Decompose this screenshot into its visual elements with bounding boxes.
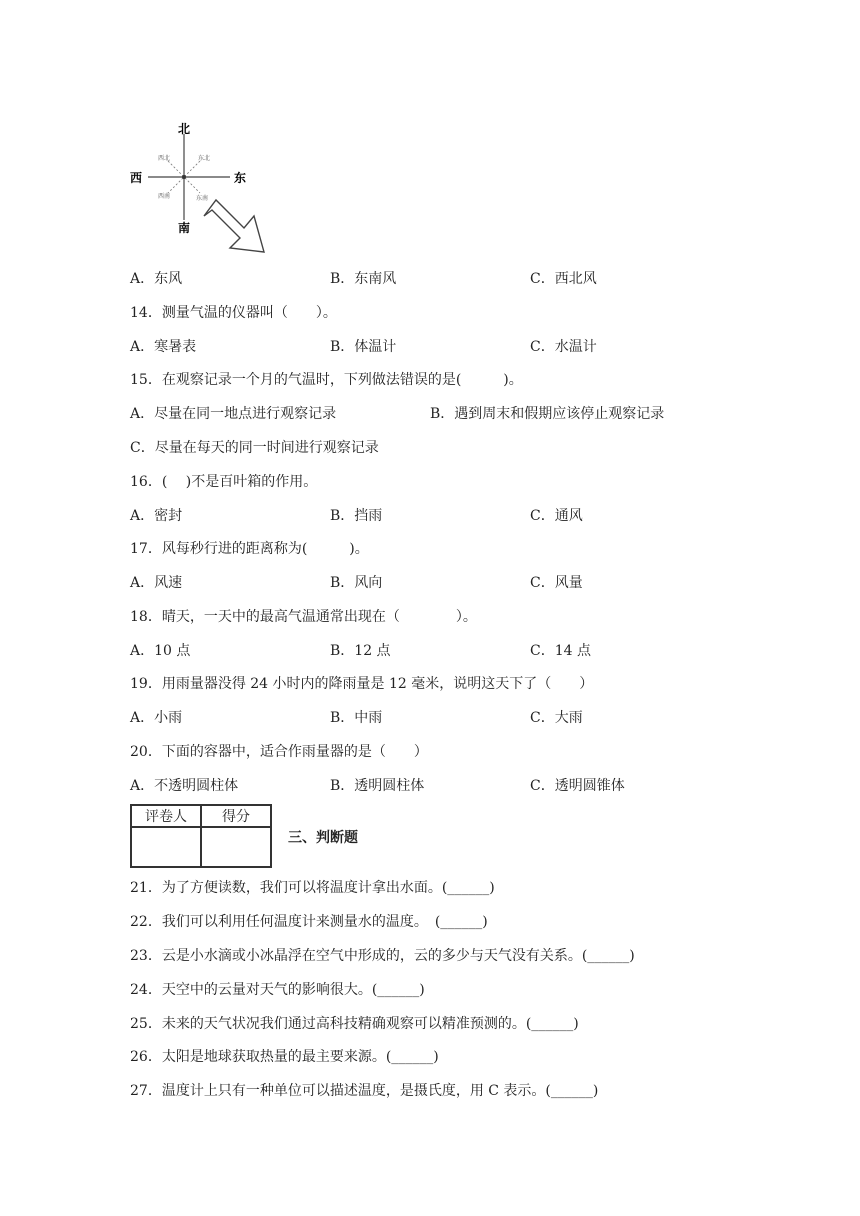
q16-option-a: A．密封 [130, 508, 183, 524]
wind-arrow-icon [204, 200, 264, 252]
q20-option-b: B．透明圆柱体 [330, 778, 425, 794]
q13-option-a: A．东风 [130, 271, 183, 287]
q20-option-a: A．不透明圆柱体 [130, 778, 239, 794]
q20-option-c: C．透明圆锥体 [530, 778, 625, 794]
q17-option-c: C．风量 [530, 575, 583, 591]
q14-option-c: C．水温计 [530, 339, 597, 355]
score-table-score-header: 得分 [201, 805, 271, 827]
q13-option-b: B．东南风 [330, 271, 397, 287]
q16-stem: 16．( )不是百叶箱的作用。 [130, 474, 318, 490]
judgment-item: 26．太阳是地球获取热量的最主要来源。(______) [130, 1049, 439, 1065]
judgment-item: 25．未来的天气状况我们通过高科技精确观察可以精准预测的。(______) [130, 1016, 579, 1032]
compass-diagram [126, 120, 278, 256]
q17-stem: 17．风每秒行进的距离称为( )。 [130, 541, 369, 557]
compass-north: 北 [178, 122, 191, 136]
compass-southeast: 东南 [196, 195, 209, 202]
judgment-item: 23．云是小水滴或小冰晶浮在空气中形成的，云的多少与天气没有关系。(______) [130, 948, 635, 964]
q17-option-b: B．风向 [330, 575, 383, 591]
q17-option-a: A．风速 [130, 575, 183, 591]
q14-option-b: B．体温计 [330, 339, 397, 355]
score-table-grader-cell[interactable] [131, 827, 201, 867]
q19-stem: 19．用雨量器没得 24 小时内的降雨量是 12 毫米，说明这天下了（ ） [130, 676, 594, 692]
compass-northwest: 西北 [158, 155, 171, 162]
score-table [130, 804, 272, 868]
q19-option-b: B．中雨 [330, 710, 383, 726]
q19-option-c: C．大雨 [530, 710, 583, 726]
q18-stem: 18．晴天，一天中的最高气温通常出现在（ ）。 [130, 609, 477, 625]
q18-option-b: B．12 点 [330, 643, 391, 659]
compass-east: 东 [234, 171, 247, 185]
judgment-item: 22．我们可以利用任何温度计来测量水的温度。 (______) [130, 914, 488, 930]
q15-option-b: B．遇到周末和假期应该停止观察记录 [430, 406, 665, 422]
q15-stem: 15．在观察记录一个月的气温时，下列做法错误的是( )。 [130, 372, 523, 388]
section-title: 三、判断题 [288, 830, 358, 846]
compass-west: 西 [130, 171, 143, 185]
judgment-item: 21．为了方便读数，我们可以将温度计拿出水面。(______) [130, 880, 495, 896]
score-table-score-cell[interactable] [201, 827, 271, 867]
q14-option-a: A．寒暑表 [130, 339, 197, 355]
compass-southwest: 西南 [158, 193, 171, 200]
judgment-item: 27．温度计上只有一种单位可以描述温度，是摄氏度，用 C 表示。(______) [130, 1083, 599, 1099]
q19-option-a: A．小雨 [130, 710, 183, 726]
q13-option-c: C．西北风 [530, 271, 597, 287]
q20-stem: 20．下面的容器中，适合作雨量器的是（ ） [130, 744, 428, 760]
q14-stem: 14．测量气温的仪器叫（ ）。 [130, 305, 337, 321]
score-table-grader-header: 评卷人 [131, 805, 201, 827]
compass-south: 南 [178, 221, 191, 235]
compass-northeast: 东北 [198, 155, 211, 162]
q16-option-c: C．通风 [530, 508, 583, 524]
q18-option-c: C．14 点 [530, 643, 591, 659]
q15-option-c: C．尽量在每天的同一时间进行观察记录 [130, 440, 379, 456]
judgment-item: 24．天空中的云量对天气的影响很大。(______) [130, 982, 425, 998]
q15-option-a: A．尽量在同一地点进行观察记录 [130, 406, 337, 422]
q18-option-a: A．10 点 [130, 643, 191, 659]
q16-option-b: B．挡雨 [330, 508, 383, 524]
